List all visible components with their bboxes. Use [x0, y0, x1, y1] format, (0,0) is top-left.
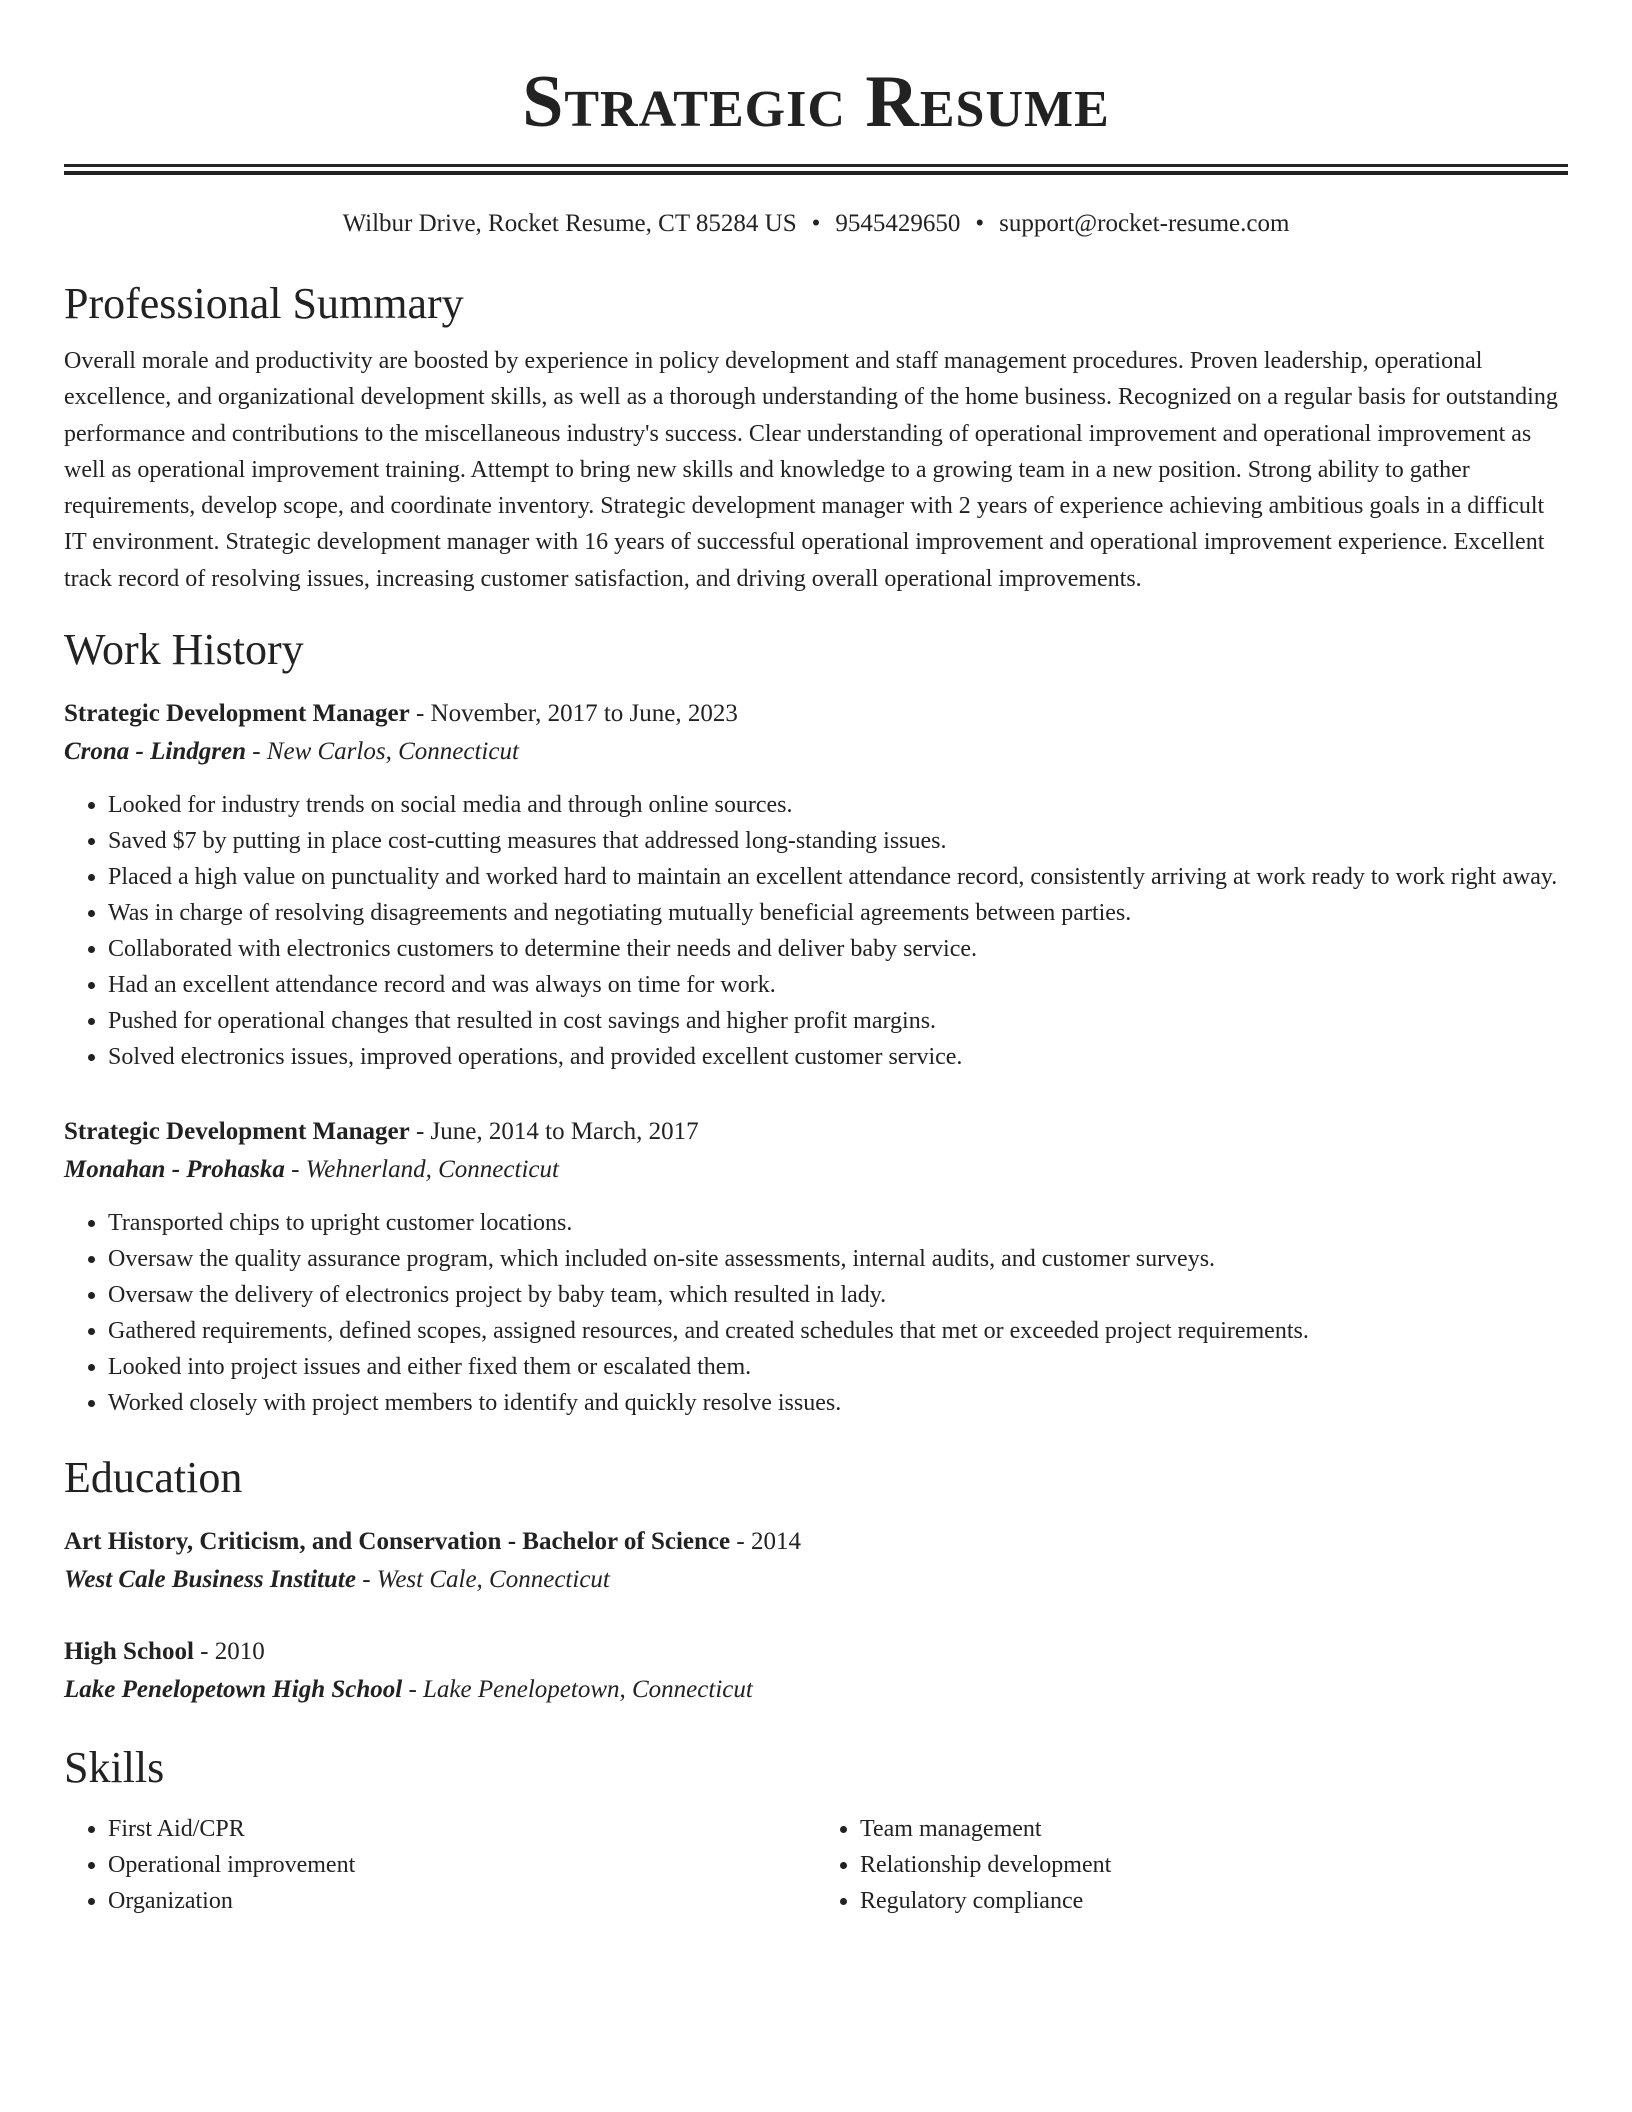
- job-dates: - November, 2017 to June, 2023: [409, 700, 738, 728]
- education-heading: Education: [64, 1453, 243, 1503]
- skill-item: • Regulatory compliance: [860, 1883, 1568, 1919]
- skills-heading: Skills: [64, 1743, 165, 1793]
- job-entry: [64, 695, 1568, 1075]
- job-bullet: • Oversaw the quality assurance program, which included on-site assessments, internal audits, and customer surveys.: [108, 1241, 1568, 1277]
- job-title: Strategic Development Manager: [64, 700, 410, 728]
- skill-item: • Organization: [108, 1883, 816, 1919]
- job-bullet: • Pushed for operational changes that resulted in cost savings and higher profit margins.: [108, 1003, 1568, 1039]
- contact-separator: •: [975, 210, 985, 237]
- job-bullet: • Was in charge of resolving disagreements and negotiating mutually beneficial agreements between parties.: [108, 895, 1568, 931]
- job-location: - New Carlos, Connecticut: [245, 738, 519, 766]
- education-year: - 2014: [730, 1528, 801, 1556]
- education-school-line: [64, 1671, 1568, 1709]
- contact-line: [64, 207, 1568, 241]
- education-school: Lake Penelopetown High School: [64, 1676, 403, 1704]
- job-bullet-list: [64, 787, 1568, 1075]
- job-bullet: • Solved electronics issues, improved operations, and provided excellent customer service.: [108, 1039, 1568, 1075]
- work-history-heading: Work History: [64, 625, 304, 675]
- job-bullet: • Saved $7 by putting in place cost-cutting measures that addressed long-standing issues.: [108, 823, 1568, 859]
- job-bullet: • Worked closely with project members to identify and quickly resolve issues.: [108, 1385, 1568, 1421]
- job-bullet: • Looked into project issues and either fixed them or escalated them.: [108, 1349, 1568, 1385]
- education-degree-line: [64, 1633, 1568, 1671]
- job-title: Strategic Development Manager: [64, 1118, 410, 1146]
- skill-item: • Team management: [860, 1811, 1568, 1847]
- education-school-line: [64, 1561, 1568, 1599]
- job-company-line: [64, 1151, 1568, 1189]
- contact-address: Wilbur Drive, Rocket Resume, CT 85284 US: [342, 210, 797, 237]
- resume-title: Strategic Resume: [522, 61, 1110, 143]
- education-degree-line: [64, 1523, 1568, 1561]
- skill-item: • Relationship development: [860, 1847, 1568, 1883]
- job-bullet: • Had an excellent attendance record and was always on time for work.: [108, 967, 1568, 1003]
- job-company: Monahan - Prohaska: [64, 1156, 285, 1184]
- job-location: - Wehnerland, Connecticut: [284, 1156, 559, 1184]
- title-double-rule: [64, 164, 1568, 175]
- job-bullet: • Looked for industry trends on social media and through online sources.: [108, 787, 1568, 823]
- education-school: West Cale Business Institute: [64, 1566, 356, 1594]
- contact-separator: •: [811, 210, 821, 237]
- job-title-line: [64, 1113, 1568, 1151]
- skills-column-right: [816, 1811, 1568, 1919]
- education-entry: [64, 1633, 1568, 1709]
- education-location: - West Cale, Connecticut: [355, 1566, 610, 1594]
- education-degree: High School: [64, 1638, 194, 1666]
- summary-heading: Professional Summary: [64, 279, 464, 328]
- job-bullet-list: [64, 1205, 1568, 1421]
- summary-text: Overall morale and productivity are boosted by experience in policy development and staff management procedures. Proven leadership, operational excellence, and organizational development skills, as well as a thorough understanding of the home business. Recognized on a regular basis for outstanding performance and contributions to the miscellaneous industry's success. Clear understanding of operational improvement and operational improvement as well as operational improvement training. Attempt to bring new skills and knowledge to a growing team in a new position. Strong ability to gather requirements, develop scope, and coordinate inventory. Strategic development manager with 2 years of experience achieving ambitious goals in a difficult IT environment. Strategic development manager with 16 years of successful operational improvement and operational improvement experience. Excellent track record of resolving issues, increasing customer satisfaction, and driving overall operational improvements.: [64, 348, 1558, 592]
- job-bullet: • Gathered requirements, defined scopes, assigned resources, and created schedules that met or exceeded project requirements.: [108, 1313, 1568, 1349]
- skill-item: • Operational improvement: [108, 1847, 816, 1883]
- education-year: - 2010: [193, 1638, 265, 1666]
- contact-phone: 9545429650: [835, 210, 961, 237]
- job-entry: [64, 1113, 1568, 1421]
- skill-item: • First Aid/CPR: [108, 1811, 816, 1847]
- education-entry: [64, 1523, 1568, 1599]
- job-bullet: • Collaborated with electronics customers to determine their needs and deliver baby service.: [108, 931, 1568, 967]
- job-company-line: [64, 733, 1568, 771]
- job-dates: - June, 2014 to March, 2017: [409, 1118, 699, 1146]
- job-bullet: • Transported chips to upright customer locations.: [108, 1205, 1568, 1241]
- job-bullet: • Oversaw the delivery of electronics project by baby team, which resulted in lady.: [108, 1277, 1568, 1313]
- education-degree: Art History, Criticism, and Conservation - Bachelor of Science: [64, 1528, 731, 1556]
- job-title-line: [64, 695, 1568, 733]
- education-location: - Lake Penelopetown, Connecticut: [402, 1676, 753, 1704]
- skills-column-left: [64, 1811, 816, 1919]
- job-company: Crona - Lindgren: [64, 738, 246, 766]
- job-bullet: • Placed a high value on punctuality and worked hard to maintain an excellent attendance record, consistently arriving at work ready to work right away.: [108, 859, 1568, 895]
- contact-email: support@rocket-resume.com: [999, 210, 1290, 237]
- skills-grid: [64, 1811, 1568, 1919]
